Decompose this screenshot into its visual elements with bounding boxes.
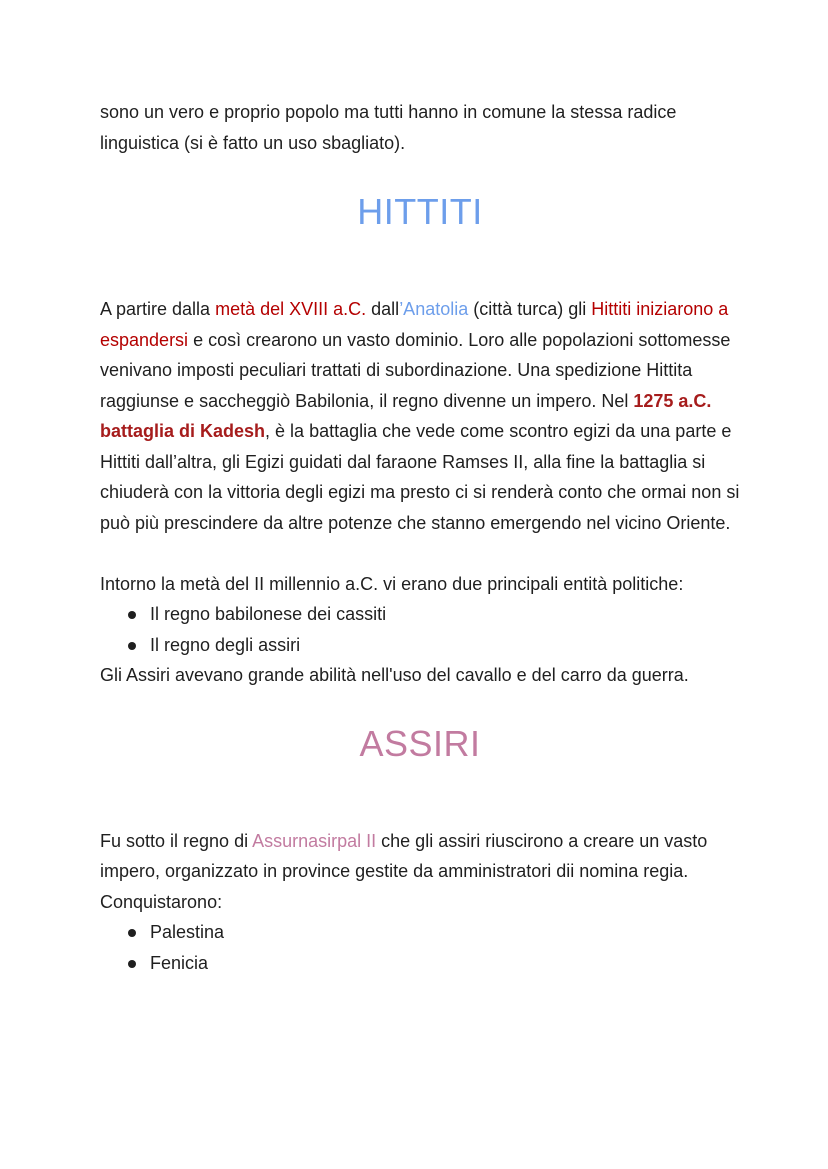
- intro-paragraph: sono un vero e proprio popolo ma tutti hanno in comune la stessa radice linguistica (si è fatto un uso sbagliato).: [100, 102, 677, 153]
- text-run: dall: [366, 299, 400, 319]
- list-item-label: Il regno babilonese dei cassiti: [150, 604, 387, 624]
- assiri-skill-paragraph: Gli Assiri avevano grande abilità nell'uso del cavallo e del carro da guerra.: [100, 665, 689, 685]
- assiri-paragraph: [100, 826, 740, 918]
- highlight-place: ’Anatolia: [399, 299, 469, 319]
- bullet-icon: [128, 929, 136, 937]
- entities-list: [100, 599, 740, 660]
- text-run: A partire dalla: [100, 299, 216, 319]
- highlight-battle: 1275 a.C. battaglia di Kadesh: [100, 390, 712, 441]
- text-run: (città turca) gli: [468, 299, 592, 319]
- bullet-icon: [128, 611, 136, 619]
- conquests-list: [100, 917, 740, 978]
- heading-assiri: ASSIRI: [359, 722, 481, 764]
- list-item-label: Il regno degli assiri: [150, 634, 301, 655]
- document-page: [100, 97, 740, 978]
- list-item: [100, 917, 740, 948]
- highlight-event: Hittiti iniziarono a espandersi: [100, 299, 729, 350]
- list-item: [100, 948, 740, 979]
- bullet-icon: [128, 960, 136, 968]
- highlight-king: Assurnasirpal II: [252, 830, 377, 851]
- list-item: [100, 599, 740, 630]
- highlight-date: metà del XVIII a.C.: [215, 299, 367, 319]
- text-run: , è la battaglia che vede come scontro egizi da una parte e Hittiti dall’altra, gli Egizi guidati dal faraone Ramses II, alla fine la battaglia si chiuderà con la vittoria degli egizi ma presto ci si renderà conto che ormai non si può più prescindere da altre potenze che stanno emergendo nel vicino Oriente.: [100, 421, 740, 533]
- list-item: [100, 630, 740, 661]
- text-run: e così crearono un vasto dominio. Loro alle popolazioni sottomesse venivano imposti peculiari trattati di subordinazione. Una spedizione Hittita raggiunse e saccheggiò Babilonia, il regno divenne un impero. Nel: [100, 329, 731, 411]
- paragraph-gap: [100, 538, 740, 569]
- text-run: che gli assiri riuscirono a creare un vasto impero, organizzato in province gestite da amministratori dii nomina regia. Conquistarono:: [100, 830, 708, 912]
- heading-hittiti: HITTITI: [357, 191, 483, 232]
- bullet-icon: [128, 642, 136, 650]
- list-item-label: Fenicia: [150, 952, 209, 973]
- hittiti-paragraph: [100, 294, 740, 538]
- text-run: Fu sotto il regno di: [100, 830, 253, 851]
- entities-paragraph: Intorno la metà del II millennio a.C. vi erano due principali entità politiche:: [100, 573, 684, 594]
- list-item-label: Palestina: [150, 922, 225, 942]
